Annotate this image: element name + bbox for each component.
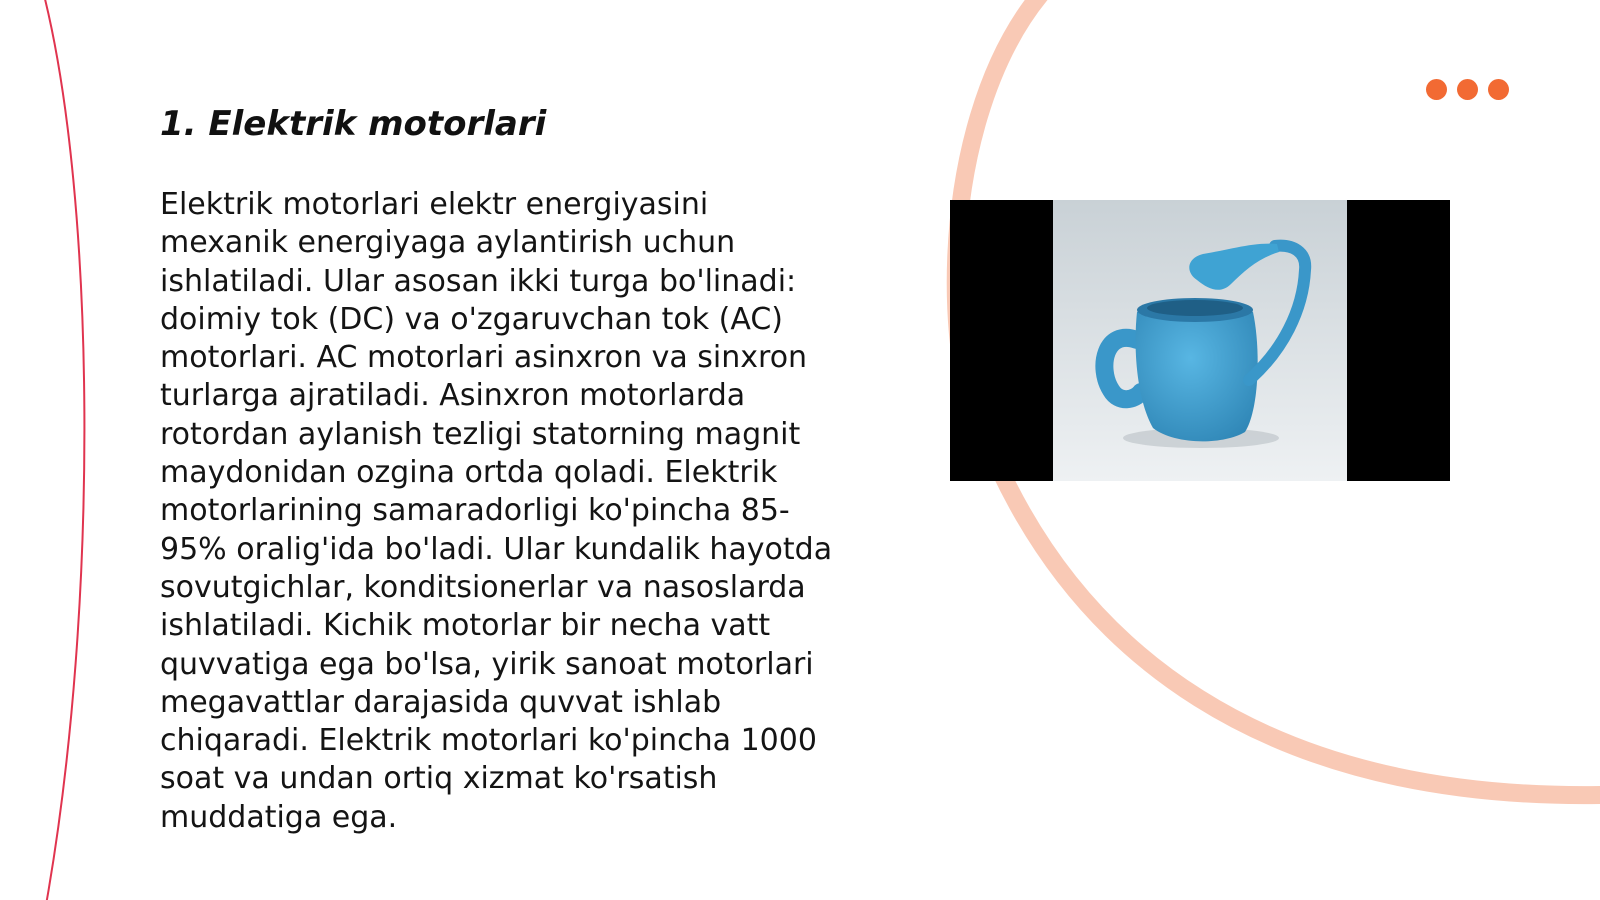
slide-image (950, 200, 1450, 481)
slide-title: 1. Elektrik motorlari (160, 104, 547, 144)
menu-dots (1426, 79, 1509, 100)
dot-icon (1426, 79, 1447, 100)
watering-can-icon (1053, 200, 1347, 481)
dot-icon (1488, 79, 1509, 100)
dot-icon (1457, 79, 1478, 100)
slide-body-text: Elektrik motorlari elektr energiyasini mexanik energiyaga aylantirish uchun ishlatiladi. Ular asosan ikki turga bo'linadi: doimiy tok (DC) va o'zgaruvchan tok (AC) motorlari. AC motorlari asinxron va sinxron turlarga ajratiladi. Asinxron motorlarda rotordan aylanish tezligi statorning magnit maydonidan ozgina ortda qoladi. Elektrik motorlarining samaradorligi ko'pincha 85-95% oralig'ida bo'ladi. Ular kundalik hayotda sovutgichlar, konditsionerlar va nasoslarda ishlatiladi. Kichik motorlar bir necha vatt quvvatiga ega bo'lsa, yirik sanoat motorlari megavattlar darajasida quvvat ishlab chiqaradi. Elektrik motorlari ko'pincha 1000 soat va undan ortiq xizmat ko'rsatish muddatiga ega. (160, 187, 833, 835)
decorative-left-curve (44, 0, 84, 900)
